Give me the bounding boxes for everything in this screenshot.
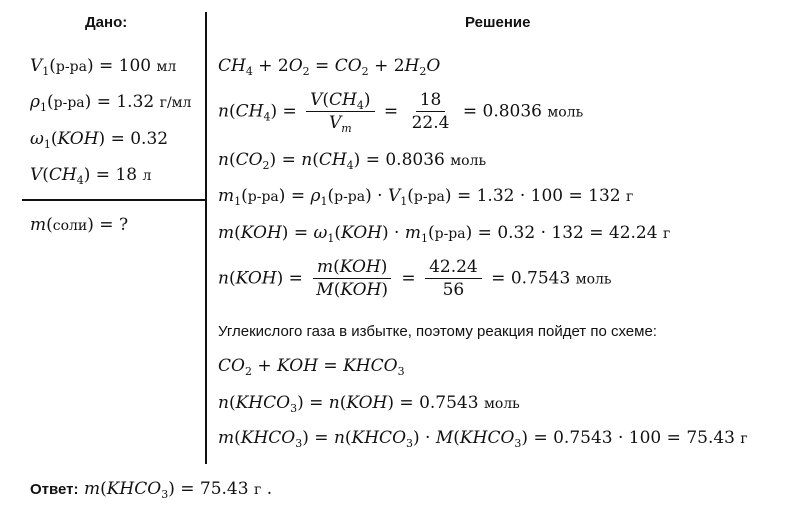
calc-m-koh: $m(KOH) = \omega_1(KOH) \cdot m_1(р-ра) = 0.32 \cdot 132 = 42.24$ г <box>218 223 671 245</box>
column-divider <box>205 12 207 464</box>
given-volume: $V_1(р-ра) = 100$ мл <box>30 56 177 78</box>
calc-n-koh: n(KOH) = $\frac{\text{m(KOH)}}{\text{M(KOH)}}$ = $\frac{42.24}{56}$ = 0.7543 моль <box>218 257 612 300</box>
given-mass-fraction: $\omega_1(KOH) = 0.32$ <box>30 129 169 151</box>
given-header: Дано: <box>85 14 128 31</box>
reaction-khco3: $CO_2$ + KOH = $KHCO_3$ <box>218 356 405 378</box>
calc-n-ch4: $n(CH_4)$ = $\frac{V(CH_4)}{V_m}$ = $\frac{18}{22.4}$ = 0.8036 моль <box>218 90 584 135</box>
calc-n-khco3: $n(KHCO_3) = n(KOH) = 0.7543$ моль <box>218 393 520 415</box>
reaction-combustion: $CH_4 + 2O_2 = CO_2 + 2H_2O$ <box>218 56 441 78</box>
answer-line: Ответ: $m(KHCO_3) = 75.43$ г . <box>30 479 273 501</box>
answer-value: 75.43 <box>199 479 249 499</box>
calc-m-khco3: $m(KHCO_3)$ = $n(KHCO_3)$ · $M(KHCO_3) = 0.7543 \cdot 100 = 75.43$ г <box>218 428 748 450</box>
given-density: $\rho_1(р-ра) = 1.32$ г/мл <box>30 92 192 114</box>
calc-m-solution: $m_1(р-ра) = \rho_1(р-ра) \cdot V_1(р-ра) = 1.32 \cdot 100 = 132$ г <box>218 186 634 208</box>
answer-label: Ответ: <box>30 481 79 498</box>
given-unknown: m(соли) = ? <box>30 215 129 235</box>
given-divider <box>22 199 206 201</box>
solution-note: Углекислого газа в избытке, поэтому реакция пойдет по схеме: <box>218 323 657 340</box>
given-ch4-volume: $V(CH_4) = 18$ л <box>30 165 152 187</box>
solution-header: Решение <box>465 14 531 31</box>
calc-n-co2: $n(CO_2) = n(CH_4) = 0.8036$ моль <box>218 150 487 172</box>
